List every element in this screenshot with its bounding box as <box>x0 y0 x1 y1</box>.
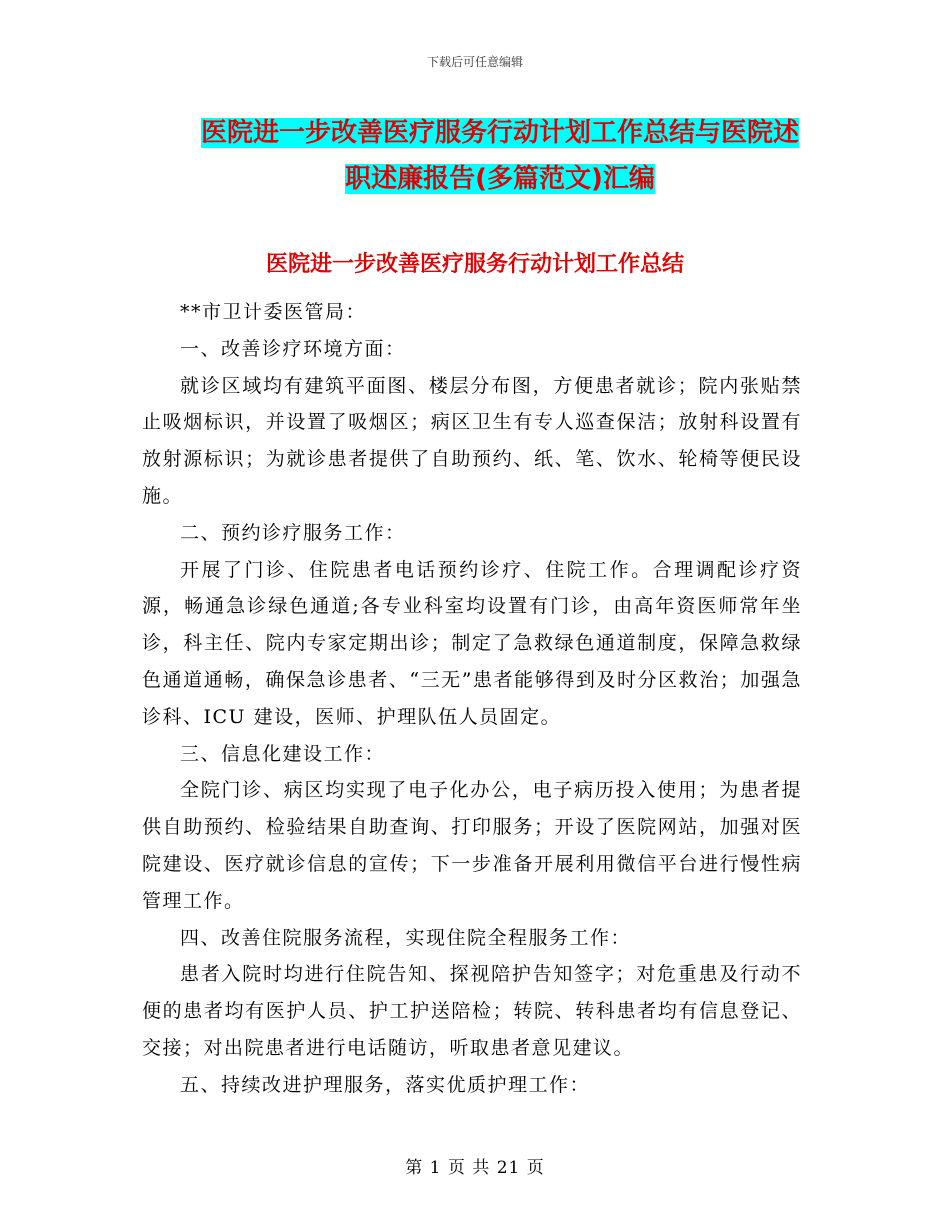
title-line-2: 职述廉报告(多篇范文)汇编 <box>345 164 655 194</box>
section-heading-5: 五、持续改进护理服务，落实优质护理工作： <box>180 1073 591 1096</box>
paragraph-3: 全院门诊、病区均实现了电子化办公，电子病历投入使用；为患者提供自助预约、检验结果自助查询、打印服务；开设了医院网站，加强对医院建设、医疗就诊信息的宣传；下一步准备开展利用微信平台进行慢性病管理工作。 <box>142 779 802 912</box>
salutation: **市卫计委医管局： <box>180 301 367 323</box>
page-number: 第 1 页 共 21 页 <box>405 1158 545 1178</box>
title-line-1: 医院进一步改善医疗服务行动计划工作总结与医院述 <box>200 118 799 148</box>
section-heading-4: 四、改善住院服务流程，实现住院全程服务工作： <box>180 926 632 949</box>
paragraph-4: 患者入院时均进行住院告知、探视陪护告知签字；对危重患及行动不便的患者均有医护人员、护工护送陪检；转院、转科患者均有信息登记、交接；对出院患者进行电话随访，听取患者意见建议。 <box>142 963 802 1059</box>
document-title <box>180 110 820 202</box>
paragraph-2: 开展了门诊、住院患者电话预约诊疗、住院工作。合理调配诊疗资源，畅通急诊绿色通道;各专业科室均设置有门诊，由高年资医师常年坐诊，科主任、院内专家定期出诊；制定了急救绿色通道制度，保障急救绿色通道通畅，确保急诊患者、“三无”患者能够得到及时分区救治；加强急诊科、ICU 建设，医师、护理队伍人员固定。 <box>142 558 802 728</box>
section-title: 医院进一步改善医疗服务行动计划工作总结 <box>265 252 684 277</box>
document-body <box>142 294 802 1104</box>
section-heading-3: 三、信息化建设工作： <box>180 742 386 765</box>
section-heading-1: 一、改善诊疗环境方面： <box>180 337 406 360</box>
section-heading-2: 二、预约诊疗服务工作： <box>180 521 406 544</box>
paragraph-1: 就诊区域均有建筑平面图、楼层分布图，方便患者就诊；院内张贴禁止吸烟标识，并设置了吸烟区；病区卫生有专人巡查保洁；放射科设置有放射源标识；为就诊患者提供了自助预约、纸、笔、饮水、轮椅等便民设施。 <box>142 374 802 507</box>
header-note: 下载后可任意编辑 <box>426 55 523 69</box>
